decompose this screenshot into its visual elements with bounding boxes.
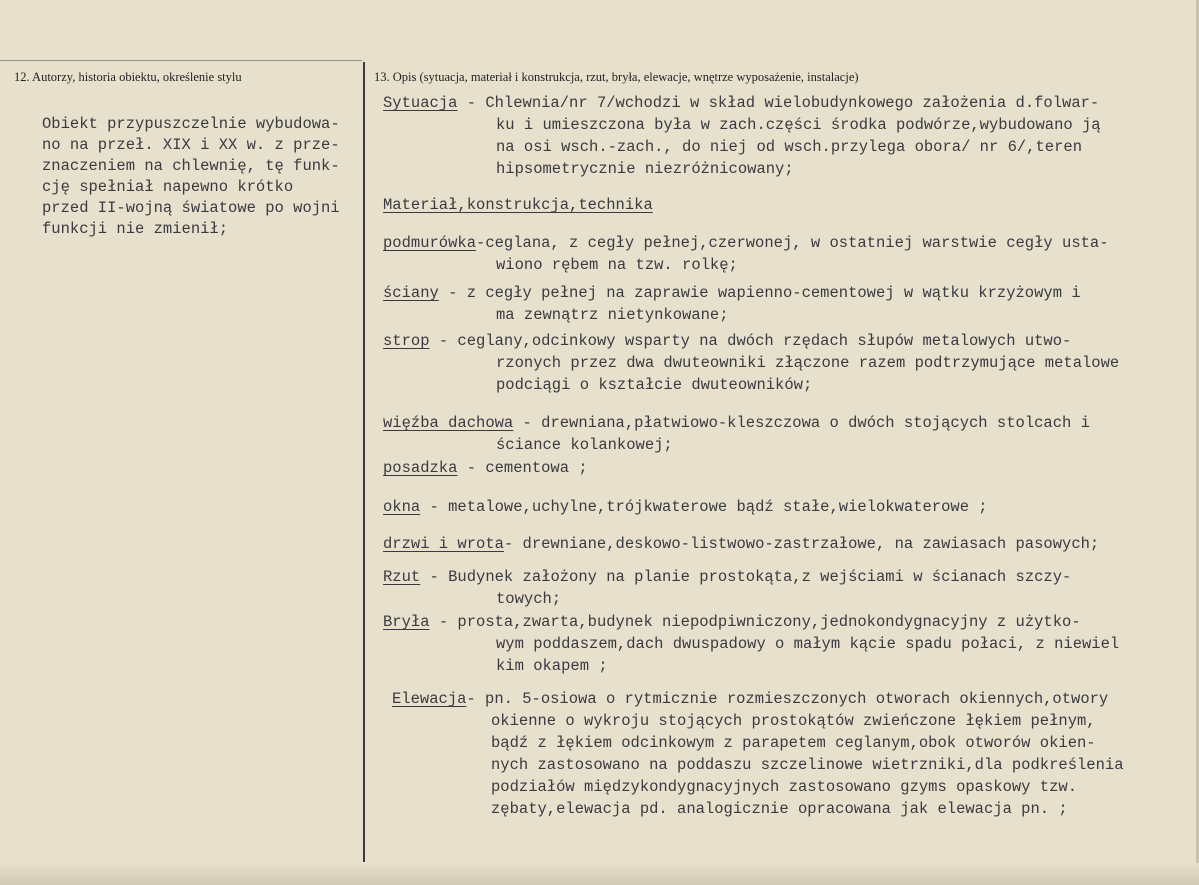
entry-text: nych zastosowano na poddaszu szczelinowe wietrzniki,dla podkreślenia xyxy=(491,756,1124,774)
entry-text: zębaty,elewacja pd. analogicznie opracowana jak elewacja pn. ; xyxy=(491,800,1068,818)
entry-text: kim okapem ; xyxy=(496,657,608,675)
entry-sytuacja xyxy=(383,92,1183,180)
entry-text: - metalowe,uchylne,trójkwaterowe bądź stałe,wielokwaterowe ; xyxy=(420,498,988,516)
entry-label: więźba dachowa xyxy=(383,414,514,432)
entry-text: podziałów międzykondygnacyjnych zastosowano gzyms opaskowy tzw. xyxy=(491,778,1077,796)
entry-text: hipsometrycznie niezróżnicowany; xyxy=(496,160,794,178)
entry-text: ma zewnątrz nietynkowane; xyxy=(496,306,729,324)
entry-text: - drewniane,deskowo-listwowo-zastrzałowe, na zawiasach pasowych; xyxy=(503,535,1100,553)
entry-label: posadzka xyxy=(383,459,458,477)
entry-text: okienne o wykroju stojących prostokątów zwieńczone łękiem pełnym, xyxy=(491,712,1096,730)
entry-text: - ceglany,odcinkowy wsparty na dwóch rzędach słupów metalowych utwo- xyxy=(429,332,1072,350)
entry-label: Rzut xyxy=(383,568,421,586)
entry-label: ściany xyxy=(383,284,439,302)
entry-text: - pn. 5-osiowa o rytmicznie rozmieszczonych otworach okiennych,otwory xyxy=(466,690,1109,708)
entry-wiezba xyxy=(383,412,1183,456)
entry-text: -ceglana, z cegły pełnej,czerwonej, w ostatniej warstwie cegły usta- xyxy=(476,234,1109,252)
entry-text: podciągi o kształcie dwuteowników; xyxy=(496,376,813,394)
entry-text: na osi wsch.-zach., do niej od wsch.przylega obora/ nr 6/,teren xyxy=(496,138,1082,156)
history-line: znaczeniem na chlewnię, tę funk- xyxy=(42,157,340,175)
header-col13: 13. Opis (sytuacja, materiał i konstrukcja, rzut, bryła, elewacje, wnętrze wyposażenie, instalacje) xyxy=(374,70,859,84)
entry-material xyxy=(383,194,1183,216)
entry-text: - drewniana,płatwiowo-kleszczowa o dwóch stojących stolcach i xyxy=(513,414,1090,432)
entry-sciany xyxy=(383,282,1183,326)
entry-strop xyxy=(383,330,1183,396)
entry-label: Bryła xyxy=(383,613,430,631)
entry-label: podmurówka xyxy=(383,234,477,252)
header-col12: 12. Autorzy, historia obiektu, określenie stylu xyxy=(14,70,242,84)
entry-text: wym poddaszem,dach dwuspadowy o małym kącie spadu połaci, z niewiel xyxy=(496,635,1120,653)
entry-label: Sytuacja xyxy=(383,94,458,112)
entry-okna xyxy=(383,496,1183,518)
entry-text: towych; xyxy=(496,590,562,608)
entry-elewacja xyxy=(392,688,1192,820)
entry-text: - Chlewnia/nr 7/wchodzi w skład wielobudynkowego założenia d.folwar- xyxy=(457,94,1100,112)
entry-text: rzonych przez dwa dwuteowniki złączone razem podtrzymujące metalowe xyxy=(496,354,1120,372)
entry-text: - prosta,zwarta,budynek niepodpiwniczony,jednokondygnacyjny z użytko- xyxy=(429,613,1081,631)
entry-label: drzwi i wrota xyxy=(383,535,504,553)
entry-bryla xyxy=(383,611,1183,677)
entry-posadzka xyxy=(383,457,1183,479)
entry-text: ściance kolankowej; xyxy=(496,436,673,454)
entry-text: ku i umieszczona była w zach.części środka podwórze,wybudowano ją xyxy=(496,116,1101,134)
history-line: cję spełniał napewno krótko xyxy=(42,178,294,196)
entry-label: okna xyxy=(383,498,421,516)
entry-label: strop xyxy=(383,332,430,350)
history-line: Obiekt przypuszczelnie wybudowa- xyxy=(42,115,340,133)
entry-label: Materiał,konstrukcja,technika xyxy=(383,196,653,214)
entry-text: - cementowa ; xyxy=(457,459,588,477)
entry-drzwi xyxy=(383,533,1183,555)
card-bottom-edge xyxy=(0,863,1199,885)
history-text xyxy=(42,114,372,240)
entry-label: Elewacja xyxy=(392,690,467,708)
history-line: funkcji nie zmienił; xyxy=(42,220,229,238)
entry-rzut xyxy=(383,566,1183,610)
entry-podmurowka xyxy=(383,232,1183,276)
entry-text: - Budynek założony na planie prostokąta,z wejściami w ścianach szczy- xyxy=(420,568,1072,586)
entry-text: wiono rębem na tzw. rolkę; xyxy=(496,256,738,274)
entry-text: - z cegły pełnej na zaprawie wapienno-cementowej w wątku krzyżowym i xyxy=(438,284,1081,302)
entry-text: bądź z łękiem odcinkowym z parapetem ceglanym,obok otworów okien- xyxy=(491,734,1096,752)
top-rule xyxy=(0,60,362,61)
history-line: przed II-wojną światowe po wojni xyxy=(42,199,340,217)
history-line: no na przeł. XIX i XX w. z prze- xyxy=(42,136,340,154)
